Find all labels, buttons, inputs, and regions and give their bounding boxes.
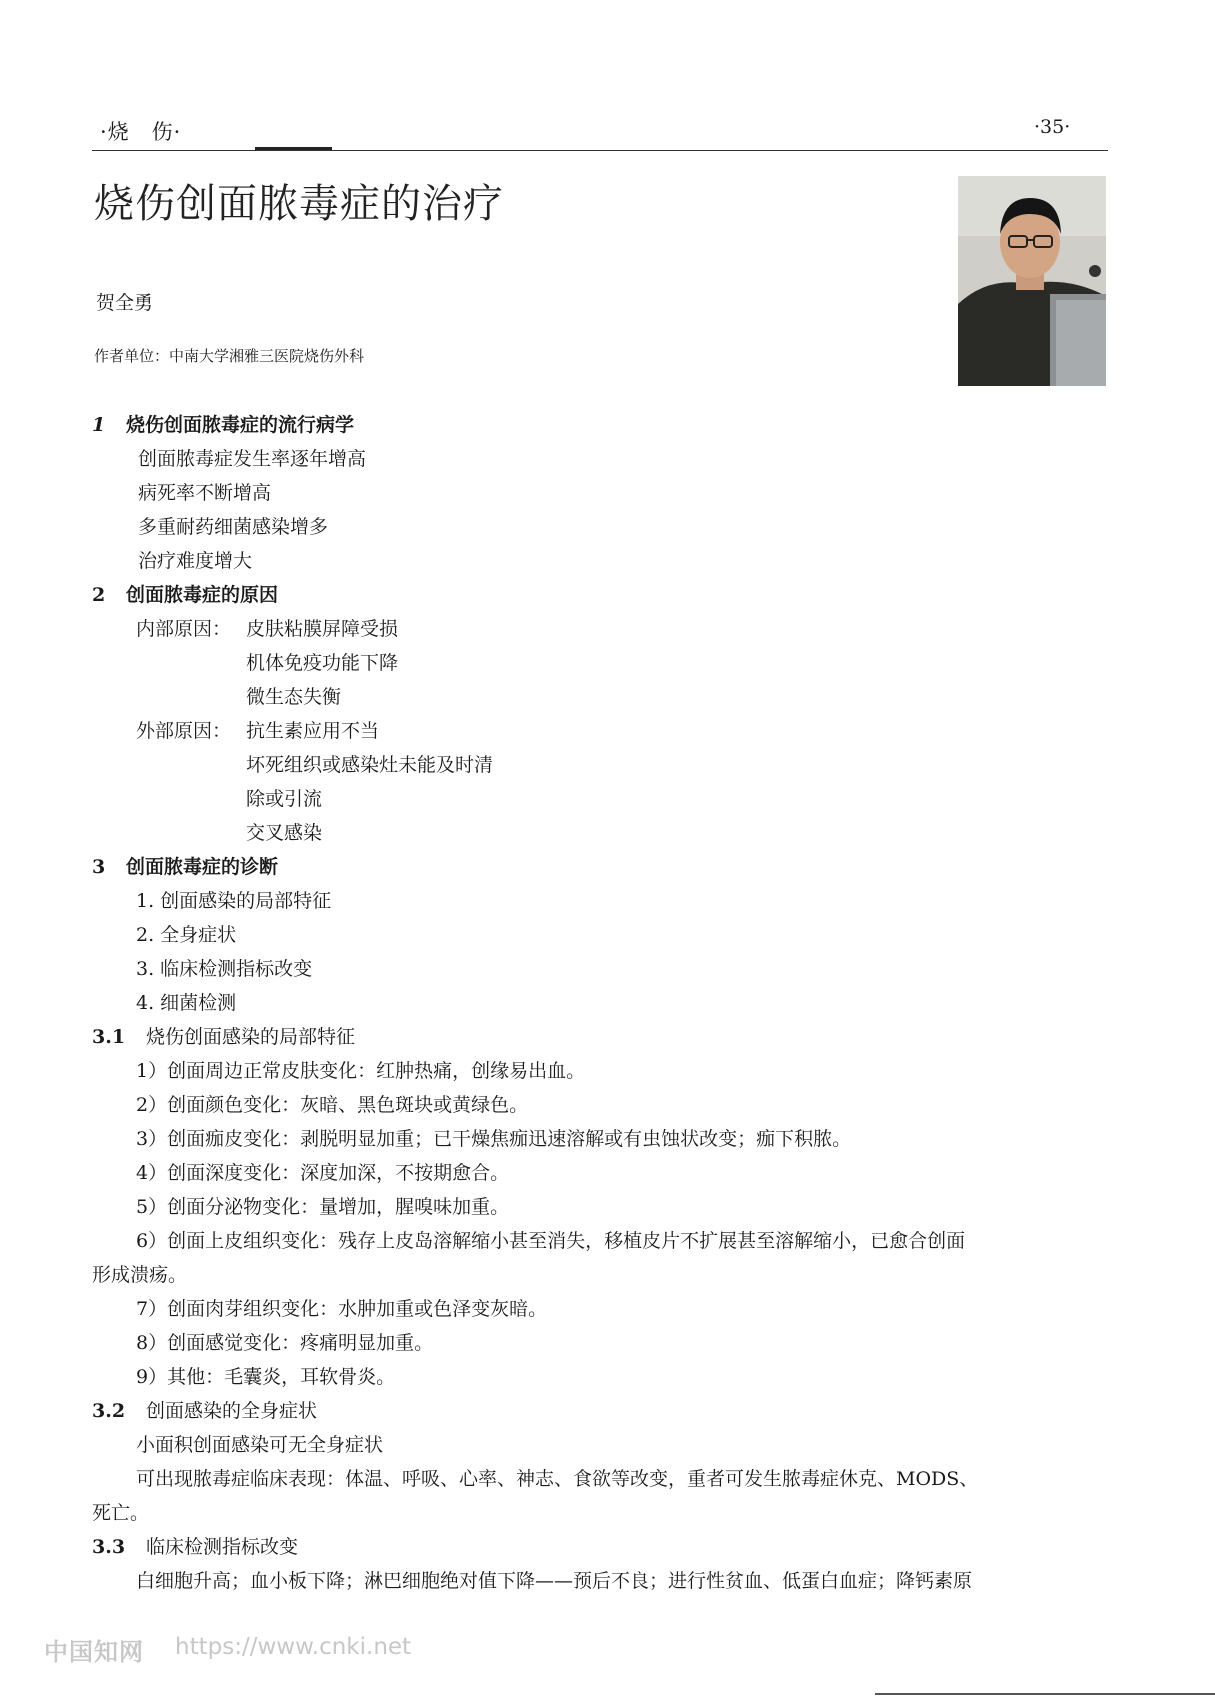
- section-number: 3: [92, 856, 106, 878]
- section-3-2-heading: [92, 1396, 317, 1423]
- list-item: 创面脓毒症发生率逐年增高: [138, 448, 367, 470]
- list-item: 4. 细菌检测: [136, 992, 237, 1014]
- list-item: 2）创面颜色变化：灰暗、黑色斑块或黄绿色。: [136, 1094, 529, 1116]
- article-title: 烧伤创面脓毒症的治疗: [94, 181, 504, 227]
- list-item-continuation: 形成溃疡。: [92, 1264, 188, 1286]
- list-item: 8）创面感觉变化：疼痛明显加重。: [136, 1332, 434, 1354]
- running-header-section: ·烧 伤·: [100, 120, 182, 144]
- list-item: 多重耐药细菌感染增多: [138, 516, 329, 538]
- paragraph: 白细胞升高；血小板下降；淋巴细胞绝对值下降——预后不良；进行性贫血、低蛋白血症；降钙素原: [136, 1570, 973, 1592]
- list-item: 3. 临床检测指标改变: [136, 958, 313, 980]
- section-number: 3.3: [92, 1536, 126, 1558]
- author-affiliation: 作者单位：中南大学湘雅三医院烧伤外科: [94, 347, 365, 365]
- list-item: 微生态失衡: [246, 686, 342, 708]
- internal-causes-label: 内部原因：: [136, 618, 232, 640]
- section-title: 创面脓毒症的诊断: [126, 856, 279, 878]
- author-name: 贺全勇: [96, 292, 154, 314]
- list-item: 坏死组织或感染灶未能及时清: [246, 754, 494, 776]
- section-number: 1: [92, 414, 106, 436]
- list-item: 5）创面分泌物变化：量增加，腥嗅味加重。: [136, 1196, 510, 1218]
- section-1-heading: [92, 410, 354, 437]
- section-3-heading: [92, 852, 278, 879]
- paragraph: 小面积创面感染可无全身症状: [136, 1434, 384, 1456]
- section-3-1-heading: [92, 1022, 355, 1049]
- list-item: 1）创面周边正常皮肤变化：红肿热痛，创缘易出血。: [136, 1060, 586, 1082]
- header-rule: [92, 150, 1108, 151]
- section-number: 3.1: [92, 1026, 126, 1048]
- paragraph: 可出现脓毒症临床表现：体温、呼吸、心率、神志、食欲等改变，重者可发生脓毒症休克、MODS、: [136, 1468, 979, 1490]
- cnki-url: https://www.cnki.net: [175, 1634, 412, 1660]
- author-photo: [958, 176, 1106, 386]
- section-title: 创面脓毒症的原因: [126, 584, 279, 606]
- list-item: 3）创面痂皮变化：剥脱明显加重；已干燥焦痂迅速溶解或有虫蚀状改变；痂下积脓。: [136, 1128, 852, 1150]
- list-item: 抗生素应用不当: [246, 720, 380, 742]
- section-number: 3.2: [92, 1400, 126, 1422]
- section-title: 临床检测指标改变: [146, 1536, 299, 1558]
- list-item: 病死率不断增高: [138, 482, 272, 504]
- list-item: 交叉感染: [246, 822, 323, 844]
- list-item: 9）其他：毛囊炎，耳软骨炎。: [136, 1366, 396, 1388]
- section-3-3-heading: [92, 1532, 298, 1559]
- list-item: 皮肤粘膜屏障受损: [246, 618, 399, 640]
- list-item: 6）创面上皮组织变化：残存上皮岛溶解缩小甚至消失，移植皮片不扩展甚至溶解缩小，已愈合创面: [136, 1230, 966, 1252]
- list-item: 除或引流: [246, 788, 323, 810]
- section-2-heading: [92, 580, 278, 607]
- list-item: 1. 创面感染的局部特征: [136, 890, 332, 912]
- section-number: 2: [92, 584, 106, 606]
- cnki-logo: 中国知网: [44, 1638, 144, 1666]
- list-item: 4）创面深度变化：深度加深，不按期愈合。: [136, 1162, 510, 1184]
- header-rule-accent: [255, 147, 332, 150]
- section-title: 烧伤创面感染的局部特征: [146, 1026, 356, 1048]
- paragraph-continuation: 死亡。: [92, 1502, 150, 1524]
- external-causes-label: 外部原因：: [136, 720, 232, 742]
- list-item: 机体免疫功能下降: [246, 652, 399, 674]
- footer-rule: [875, 1693, 1215, 1695]
- section-title: 烧伤创面脓毒症的流行病学: [126, 414, 355, 436]
- list-item: 7）创面肉芽组织变化：水肿加重或色泽变灰暗。: [136, 1298, 548, 1320]
- list-item: 2. 全身症状: [136, 924, 237, 946]
- page-number: ·35·: [1034, 116, 1071, 138]
- list-item: 治疗难度增大: [138, 550, 253, 572]
- section-title: 创面感染的全身症状: [146, 1400, 318, 1422]
